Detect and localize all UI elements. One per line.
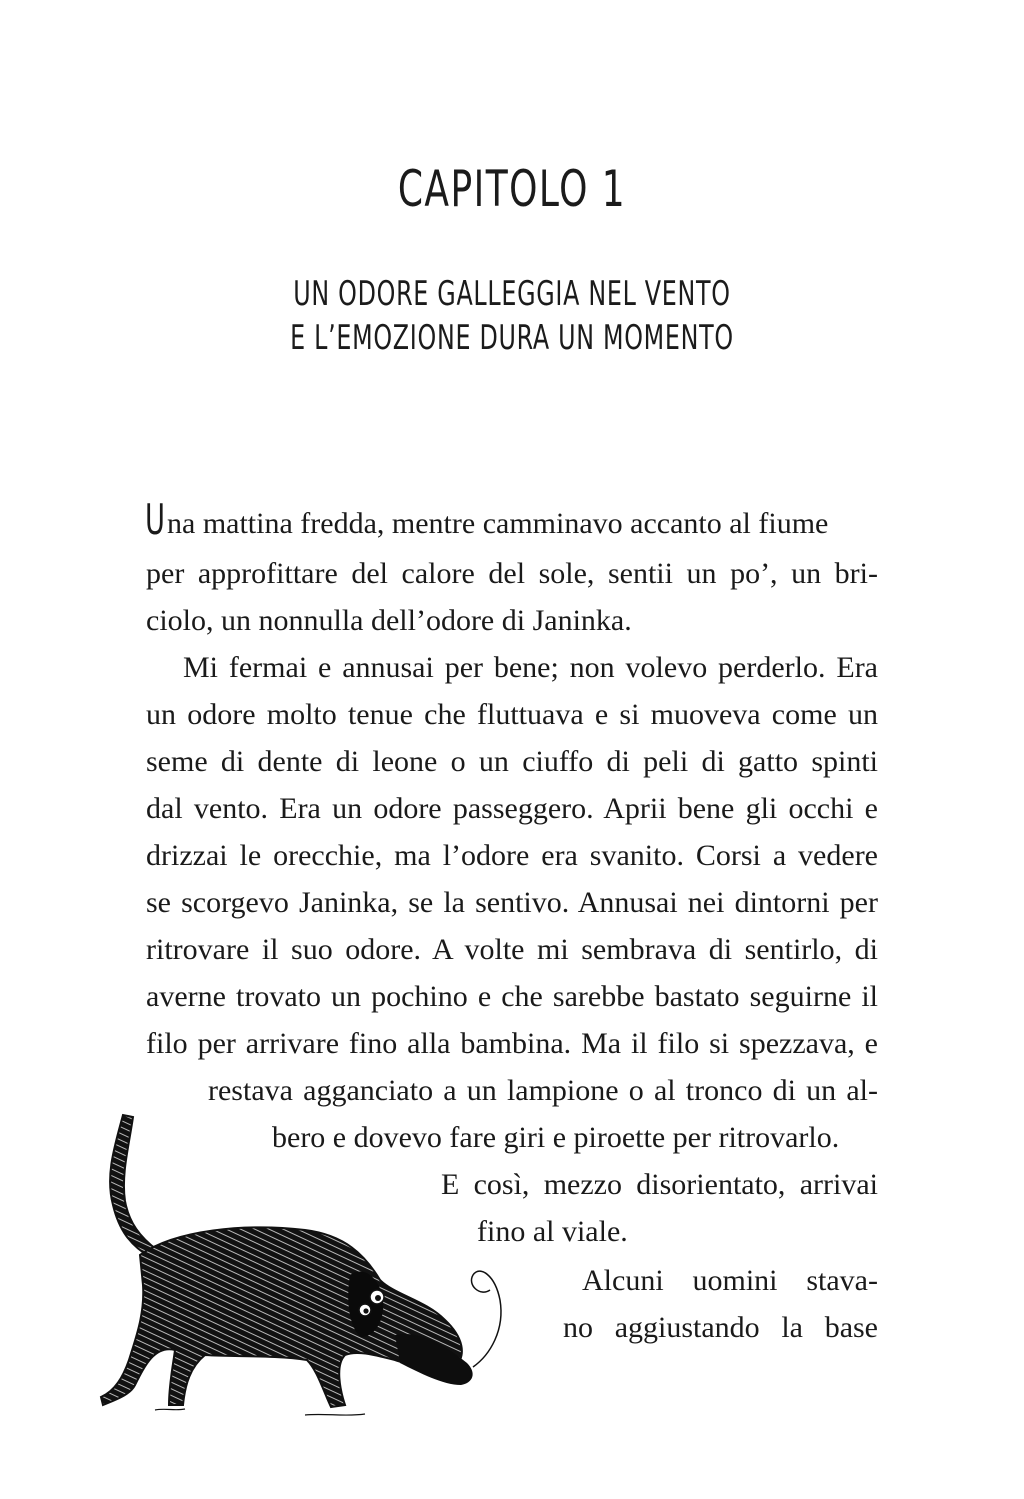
chapter-subtitle-line-2: E L’EMOZIONE DURA UN MOMENTO xyxy=(290,318,734,358)
chapter-title: CAPITOLO 1 xyxy=(397,160,627,218)
body-line-5: un odore molto tenue che fluttuava e si muoveva come un xyxy=(146,698,878,731)
body-line-18: no aggiustando la base xyxy=(563,1311,878,1344)
body-line-2: per approfittare del calore del sole, sentii un po’, un bri- xyxy=(146,557,878,590)
body-line-4: Mi fermai e annusai per bene; non volevo perderlo. Era xyxy=(183,651,878,684)
body-line-12: filo per arrivare fino alla bambina. Ma il filo si spezzava, e xyxy=(146,1027,878,1060)
body-line-9: se scorgevo Janinka, se la sentivo. Annusai nei dintorni per xyxy=(146,886,878,919)
chapter-subtitle-line-1: UN ODORE GALLEGGIA NEL VENTO xyxy=(293,274,731,314)
body-line-13: restava agganciato a un lampione o al tronco di un al- xyxy=(208,1074,878,1107)
body-line-3: ciolo, un nonnulla dell’odore di Janinka. xyxy=(146,604,632,637)
body-line-6: seme di dente di leone o un ciuffo di peli di gatto spinti xyxy=(146,745,878,778)
drop-cap: U xyxy=(145,495,165,544)
body-line-16: fino al viale. xyxy=(477,1215,628,1248)
dog-sniffing-illustration xyxy=(95,1105,525,1435)
body-line-14: bero e dovevo fare giri e piroette per ritrovarlo. xyxy=(272,1121,840,1154)
body-line-1 xyxy=(145,495,878,547)
body-line-8: drizzai le orecchie, ma l’odore era svanito. Corsi a vedere xyxy=(146,839,878,872)
body-line-11: averne trovato un pochino e che sarebbe bastato seguirne il xyxy=(146,980,878,1013)
body-line-17: Alcuni uomini stava- xyxy=(582,1264,878,1297)
body-line-7: dal vento. Era un odore passeggero. Aprii bene gli occhi e xyxy=(146,792,878,825)
body-line-15: E così, mezzo disorientato, arrivai xyxy=(441,1168,878,1201)
body-line-10: ritrovare il suo odore. A volte mi sembrava di sentirlo, di xyxy=(146,933,878,966)
body-line-1-text: na mattina fredda, mentre camminavo accanto al fiume xyxy=(167,507,829,540)
